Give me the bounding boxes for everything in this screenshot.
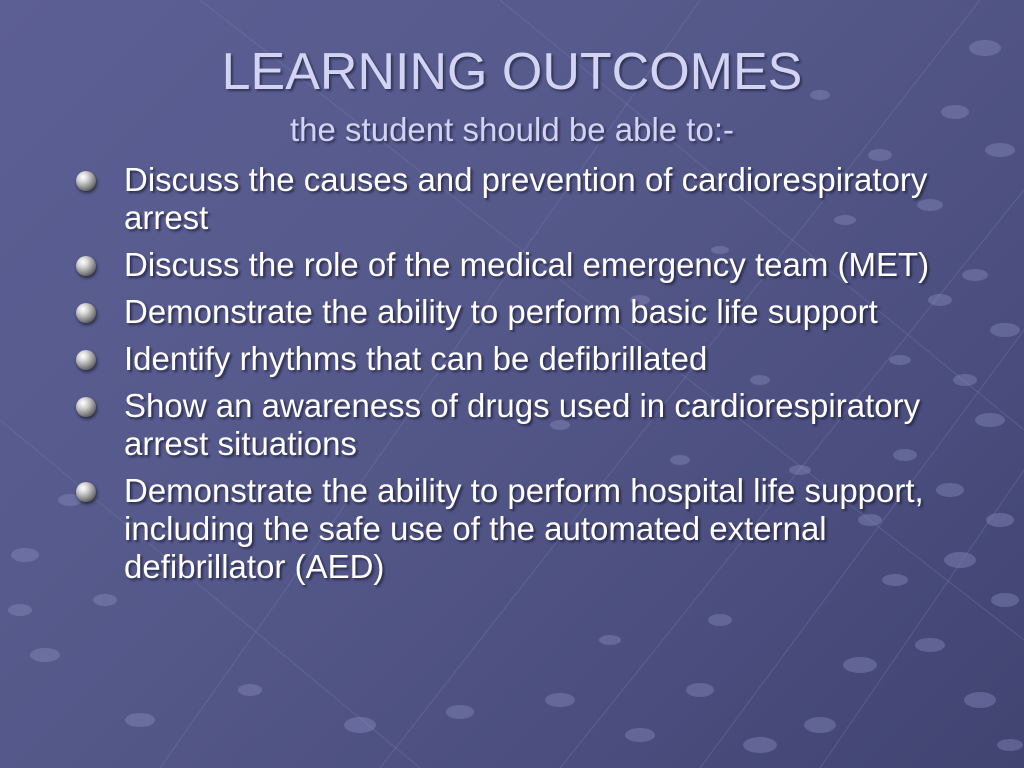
list-item: [72, 293, 972, 331]
list-item-text: Discuss the causes and prevention of cardiorespiratory arrest: [124, 161, 928, 236]
list-item-text: Discuss the role of the medical emergency team (MET): [124, 246, 930, 283]
slide-title: LEARNING OUTCOMES: [221, 43, 803, 101]
list-item: [72, 161, 972, 237]
list-item-text: Demonstrate the ability to perform basic life support: [124, 293, 878, 330]
sphere-bullet-icon: [76, 256, 96, 276]
sphere-bullet-icon: [76, 171, 96, 191]
sphere-bullet-icon: [76, 303, 96, 323]
list-item-text: Show an awareness of drugs used in cardiorespiratory arrest situations: [124, 387, 921, 462]
list-item-text: Identify rhythms that can be defibrillated: [124, 340, 708, 377]
list-item: [72, 246, 972, 284]
list-item: [72, 340, 972, 378]
sphere-bullet-icon: [76, 350, 96, 370]
list-item: [72, 472, 972, 586]
sphere-bullet-icon: [76, 397, 96, 417]
slide-subtitle: the student should be able to:-: [290, 111, 734, 148]
list-item-text: Demonstrate the ability to perform hospital life support, including the safe use of the automated external defibrillator (AED): [124, 472, 924, 585]
learning-outcomes-list: [72, 161, 972, 595]
sphere-bullet-icon: [76, 482, 96, 502]
list-item: [72, 387, 972, 463]
